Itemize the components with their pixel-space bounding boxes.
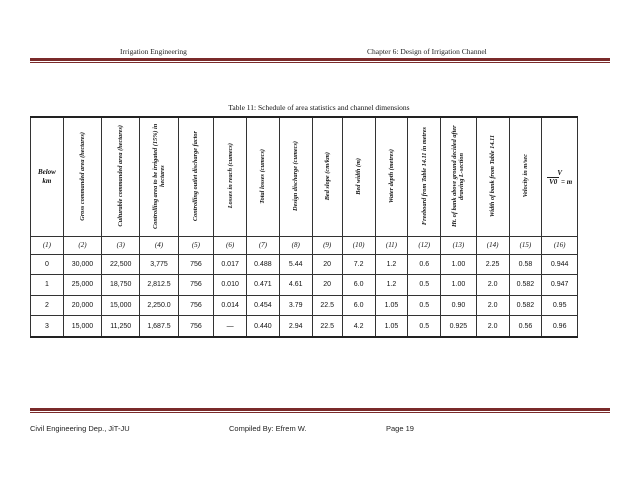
header-rule <box>30 58 610 61</box>
table-cell: 0.471 <box>247 275 280 296</box>
table-cell: 1.05 <box>375 316 408 337</box>
table-cell: 22.5 <box>312 295 342 316</box>
column-header: Width of bank from Table 14.11 <box>476 117 509 237</box>
table-cell: 756 <box>178 316 214 337</box>
table-cell: 2,250.0 <box>140 295 178 316</box>
table-cell: 756 <box>178 275 214 296</box>
table-cell: 756 <box>178 295 214 316</box>
column-header: Losses in reach (cumecs) <box>214 117 247 237</box>
footer-compiler: Compiled By: Efrem W. <box>229 424 307 433</box>
table-cell: 1.00 <box>441 275 477 296</box>
column-header: Design discharge (cumecs) <box>279 117 312 237</box>
table-cell: 15,000 <box>63 316 101 337</box>
table-cell: 30,000 <box>63 254 101 275</box>
table-cell: 0.96 <box>542 316 578 337</box>
footer-page-number: Page 19 <box>386 424 414 433</box>
ratio-denominator: V0 <box>549 177 558 186</box>
table-cell: 0.944 <box>542 254 578 275</box>
column-number-cell: (1) <box>31 237 64 255</box>
table-cell: 0.440 <box>247 316 280 337</box>
column-number-cell: (9) <box>312 237 342 255</box>
below-label: Below <box>37 168 56 176</box>
table-cell: 756 <box>178 254 214 275</box>
table-cell: 2 <box>31 295 64 316</box>
table-row <box>31 254 578 275</box>
column-number-cell: (13) <box>441 237 477 255</box>
column-header: Culturable commanded area (hectares) <box>102 117 140 237</box>
table-cell: 2.94 <box>279 316 312 337</box>
footer-rule-thin <box>30 412 610 413</box>
footer-rule <box>30 408 610 411</box>
table-cell: 1.05 <box>375 295 408 316</box>
column-header: Ht. of bank above ground decided after drawing L-section <box>441 117 477 237</box>
column-header-below-km <box>31 117 64 237</box>
table-cell: 3.79 <box>279 295 312 316</box>
table-cell: 1,687.5 <box>140 316 178 337</box>
table-cell: 0.56 <box>509 316 542 337</box>
column-header: Controlling area to be irrigated (15%) in hectares <box>140 117 178 237</box>
table-cell: 0.582 <box>509 295 542 316</box>
footer-department: Civil Engineering Dep., JiT-JU <box>30 424 130 433</box>
table-cell: 22,500 <box>102 254 140 275</box>
table-cell: 6.0 <box>342 275 375 296</box>
table-cell: 0.90 <box>441 295 477 316</box>
table-cell: 20,000 <box>63 295 101 316</box>
column-number-cell: (10) <box>342 237 375 255</box>
column-number-cell: (6) <box>214 237 247 255</box>
table-cell: 1.2 <box>375 254 408 275</box>
table-cell: 7.2 <box>342 254 375 275</box>
table-cell: 0.454 <box>247 295 280 316</box>
table-cell: 3 <box>31 316 64 337</box>
column-number-cell: (8) <box>279 237 312 255</box>
table-cell: 0.014 <box>214 295 247 316</box>
schedule-table <box>30 116 578 338</box>
km-label: km <box>42 177 52 185</box>
table-cell: 15,000 <box>102 295 140 316</box>
table-cell: 6.0 <box>342 295 375 316</box>
table-caption: Table 11: Schedule of area statistics and channel dimensions <box>228 103 410 112</box>
column-number-cell: (5) <box>178 237 214 255</box>
table-cell: 18,750 <box>102 275 140 296</box>
table-cell: 0 <box>31 254 64 275</box>
column-header: Freeboard from Table 14.11 in metres <box>408 117 441 237</box>
table-cell: 0.488 <box>247 254 280 275</box>
table-cell: 1.00 <box>441 254 477 275</box>
table-row <box>31 275 578 296</box>
column-number-cell: (11) <box>375 237 408 255</box>
table-cell: 0.5 <box>408 275 441 296</box>
column-header: Velocity in m/sec <box>509 117 542 237</box>
table-row <box>31 295 578 316</box>
table-cell: 22.5 <box>312 316 342 337</box>
table-cell: 0.6 <box>408 254 441 275</box>
header-rule-thin <box>30 62 610 63</box>
table-cell: 2.25 <box>476 254 509 275</box>
column-header: Bed slope (cm/km) <box>312 117 342 237</box>
table-cell: 0.925 <box>441 316 477 337</box>
header-left-title: Irrigation Engineering <box>120 47 187 56</box>
column-number-cell: (3) <box>102 237 140 255</box>
table-cell: — <box>214 316 247 337</box>
column-number-cell: (2) <box>63 237 101 255</box>
table-cell: 25,000 <box>63 275 101 296</box>
column-header: Total losses (cumecs) <box>247 117 280 237</box>
table-cell: 0.010 <box>214 275 247 296</box>
column-header-velocity-ratio <box>542 117 578 237</box>
table-cell: 2,812.5 <box>140 275 178 296</box>
column-number-cell: (14) <box>476 237 509 255</box>
table-cell: 2.0 <box>476 275 509 296</box>
column-number-cell: (4) <box>140 237 178 255</box>
table-cell: 0.95 <box>542 295 578 316</box>
table-cell: 1 <box>31 275 64 296</box>
schedule-table-scan <box>30 116 578 338</box>
table-cell: 2.0 <box>476 295 509 316</box>
table-cell: 0.582 <box>509 275 542 296</box>
table-cell: 5.44 <box>279 254 312 275</box>
table-row <box>31 316 578 337</box>
column-header: Gross commanded area (hectares) <box>63 117 101 237</box>
column-header: Controlling outlet discharge factor <box>178 117 214 237</box>
table-cell: 1.2 <box>375 275 408 296</box>
table-cell: 0.5 <box>408 295 441 316</box>
column-header: Water depth (metres) <box>375 117 408 237</box>
table-cell: 4.61 <box>279 275 312 296</box>
header-chapter-title: Chapter 6: Design of Irrigation Channel <box>367 47 487 56</box>
column-number-row <box>31 237 578 255</box>
column-header-row <box>31 117 578 237</box>
column-header: Bed width (m) <box>342 117 375 237</box>
ratio-numerator: V <box>557 168 562 177</box>
table-cell: 4.2 <box>342 316 375 337</box>
column-number-cell: (16) <box>542 237 578 255</box>
table-cell: 3,775 <box>140 254 178 275</box>
table-cell: 0.017 <box>214 254 247 275</box>
table-cell: 20 <box>312 254 342 275</box>
table-cell: 11,250 <box>102 316 140 337</box>
column-number-cell: (15) <box>509 237 542 255</box>
table-cell: 2.0 <box>476 316 509 337</box>
table-cell: 0.947 <box>542 275 578 296</box>
ratio-rhs: = m <box>561 177 573 186</box>
table-cell: 20 <box>312 275 342 296</box>
column-number-cell: (7) <box>247 237 280 255</box>
column-number-cell: (12) <box>408 237 441 255</box>
table-cell: 0.58 <box>509 254 542 275</box>
table-cell: 0.5 <box>408 316 441 337</box>
